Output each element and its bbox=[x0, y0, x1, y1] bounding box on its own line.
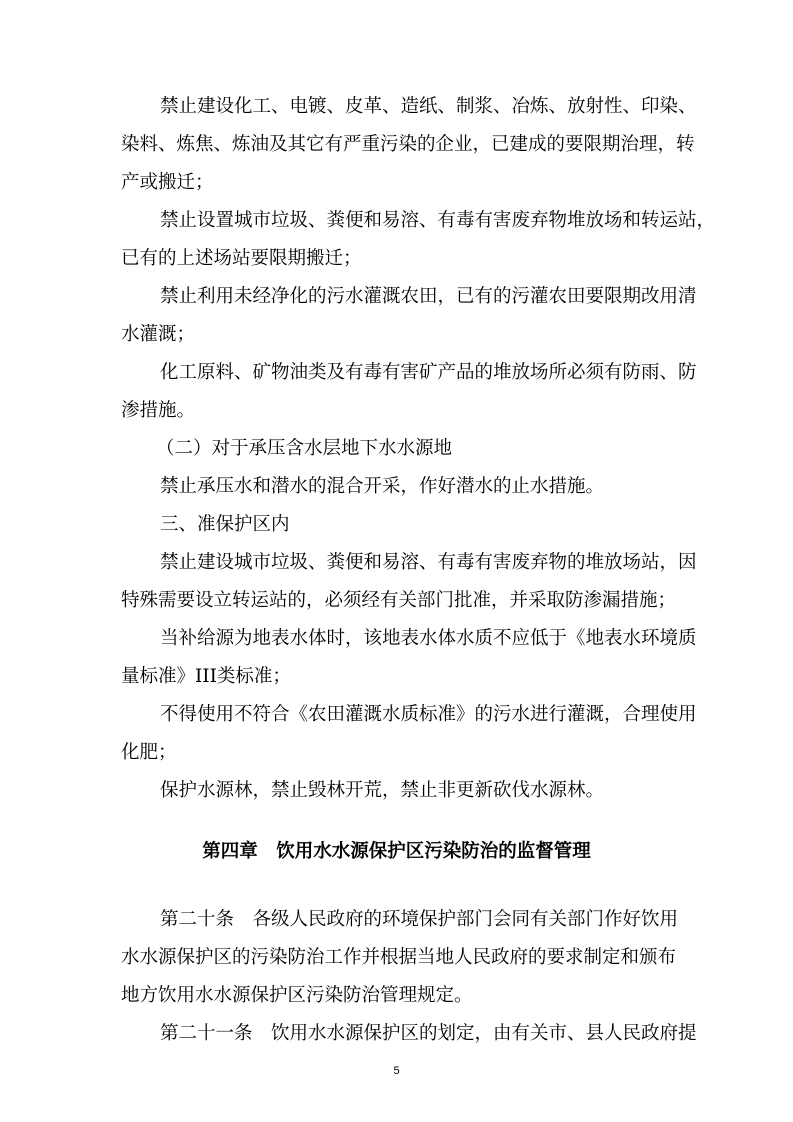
paragraph-line: 禁止设置城市垃圾、粪便和易溶、有毒有害废弃物堆放场和转运站， bbox=[160, 210, 716, 231]
paragraph-line: 水水源保护区的污染防治工作并根据当地人民政府的要求制定和颁布 bbox=[121, 947, 677, 968]
paragraph-line: 已有的上述场站要限期搬迁； bbox=[121, 248, 362, 269]
paragraph-line: 当补给源为地表水体时，该地表水体水质不应低于《地表水环境质 bbox=[160, 628, 697, 649]
paragraph-line: 化肥； bbox=[121, 742, 177, 763]
paragraph-line: 保护水源林，禁止毁林开荒，禁止非更新砍伐水源林。 bbox=[160, 780, 605, 801]
paragraph-line: 禁止利用未经净化的污水灌溉农田，已有的污灌农田要限期改用清 bbox=[160, 286, 697, 307]
paragraph-line: 禁止承压水和潜水的混合开采，作好潜水的止水措施。 bbox=[160, 476, 605, 497]
paragraph-line: 第二十条 各级人民政府的环境保护部门会同有关部门作好饮用 bbox=[160, 909, 679, 930]
page-number: 5 bbox=[393, 1065, 400, 1077]
paragraph-line: 化工原料、矿物油类及有毒有害矿产品的堆放场所必须有防雨、防 bbox=[160, 362, 697, 383]
chapter-heading: 第四章 饮用水水源保护区污染防治的监督管理 bbox=[202, 841, 591, 862]
paragraph-line: 染料、炼焦、炼油及其它有严重污染的企业，已建成的要限期治理，转 bbox=[121, 134, 695, 155]
paragraph-line: 禁止建设城市垃圾、粪便和易溶、有毒有害废弃物的堆放场站，因 bbox=[160, 552, 697, 573]
paragraph-line: 特殊需要设立转运站的，必须经有关部门批准，并采取防渗漏措施； bbox=[121, 590, 677, 611]
paragraph-line: 产或搬迁； bbox=[121, 172, 214, 193]
paragraph-line: 地方饮用水水源保护区污染防治管理规定。 bbox=[121, 985, 473, 1006]
section-subheading: 三、准保护区内 bbox=[160, 514, 290, 535]
paragraph-line: 渗措施。 bbox=[121, 400, 196, 421]
paragraph-line: 禁止建设化工、电镀、皮革、造纸、制浆、冶炼、放射性、印染、 bbox=[160, 96, 697, 117]
section-subheading: （二）对于承压含水层地下水水源地 bbox=[156, 438, 453, 459]
paragraph-line: 量标准》III类标准； bbox=[121, 666, 291, 687]
paragraph-line: 不得使用不符合《农田灌溉水质标准》的污水进行灌溉，合理使用 bbox=[160, 704, 697, 725]
paragraph-line: 第二十一条 饮用水水源保护区的划定，由有关市、县人民政府提 bbox=[160, 1023, 697, 1044]
paragraph-line: 水灌溉； bbox=[121, 324, 196, 345]
